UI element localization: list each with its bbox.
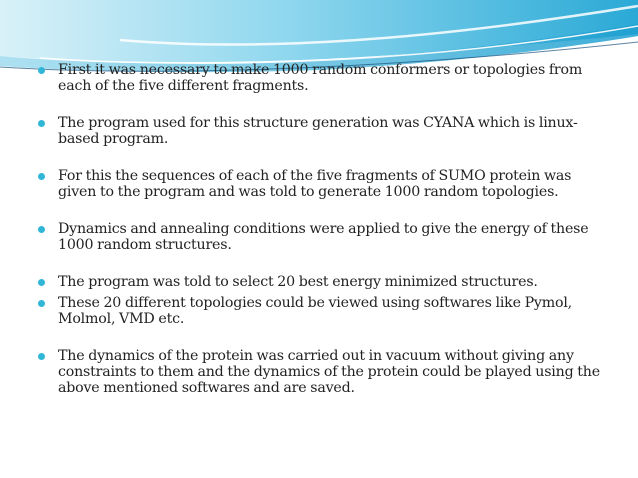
- bullet-icon: [38, 300, 45, 307]
- bullet-text: Dynamics and annealing conditions were applied to give the energy of these 1000 random structures.: [58, 221, 589, 253]
- bullet-item: [38, 168, 608, 200]
- bullet-item: [38, 221, 608, 253]
- bullet-text: For this the sequences of each of the five fragments of SUMO protein was given to the program and was told to generate 1000 random topologies.: [58, 168, 572, 200]
- bullet-text: The program was told to select 20 best energy minimized structures.: [58, 274, 538, 290]
- bullet-item: [38, 115, 608, 147]
- bullet-item: [38, 62, 608, 94]
- bullet-icon: [38, 353, 45, 360]
- bullet-item: [38, 295, 608, 327]
- bullet-icon: [38, 226, 45, 233]
- bullet-text: First it was necessary to make 1000 random conformers or topologies from each of the five different fragments.: [58, 62, 583, 94]
- bullet-item: [38, 348, 608, 396]
- bullet-icon: [38, 279, 45, 286]
- bullet-text: The program used for this structure generation was CYANA which is linux-based program.: [58, 115, 578, 147]
- bullet-icon: [38, 67, 45, 74]
- bullet-icon: [38, 173, 45, 180]
- bullet-text: These 20 different topologies could be viewed using softwares like Pymol, Molmol, VMD etc.: [58, 295, 572, 327]
- bullet-icon: [38, 120, 45, 127]
- bullet-item: [38, 274, 608, 290]
- bullet-text: The dynamics of the protein was carried out in vacuum without giving any constraints to them and the dynamics of the protein could be played using the above mentioned softwares and are saved.: [58, 348, 600, 396]
- bullet-list: [38, 62, 608, 396]
